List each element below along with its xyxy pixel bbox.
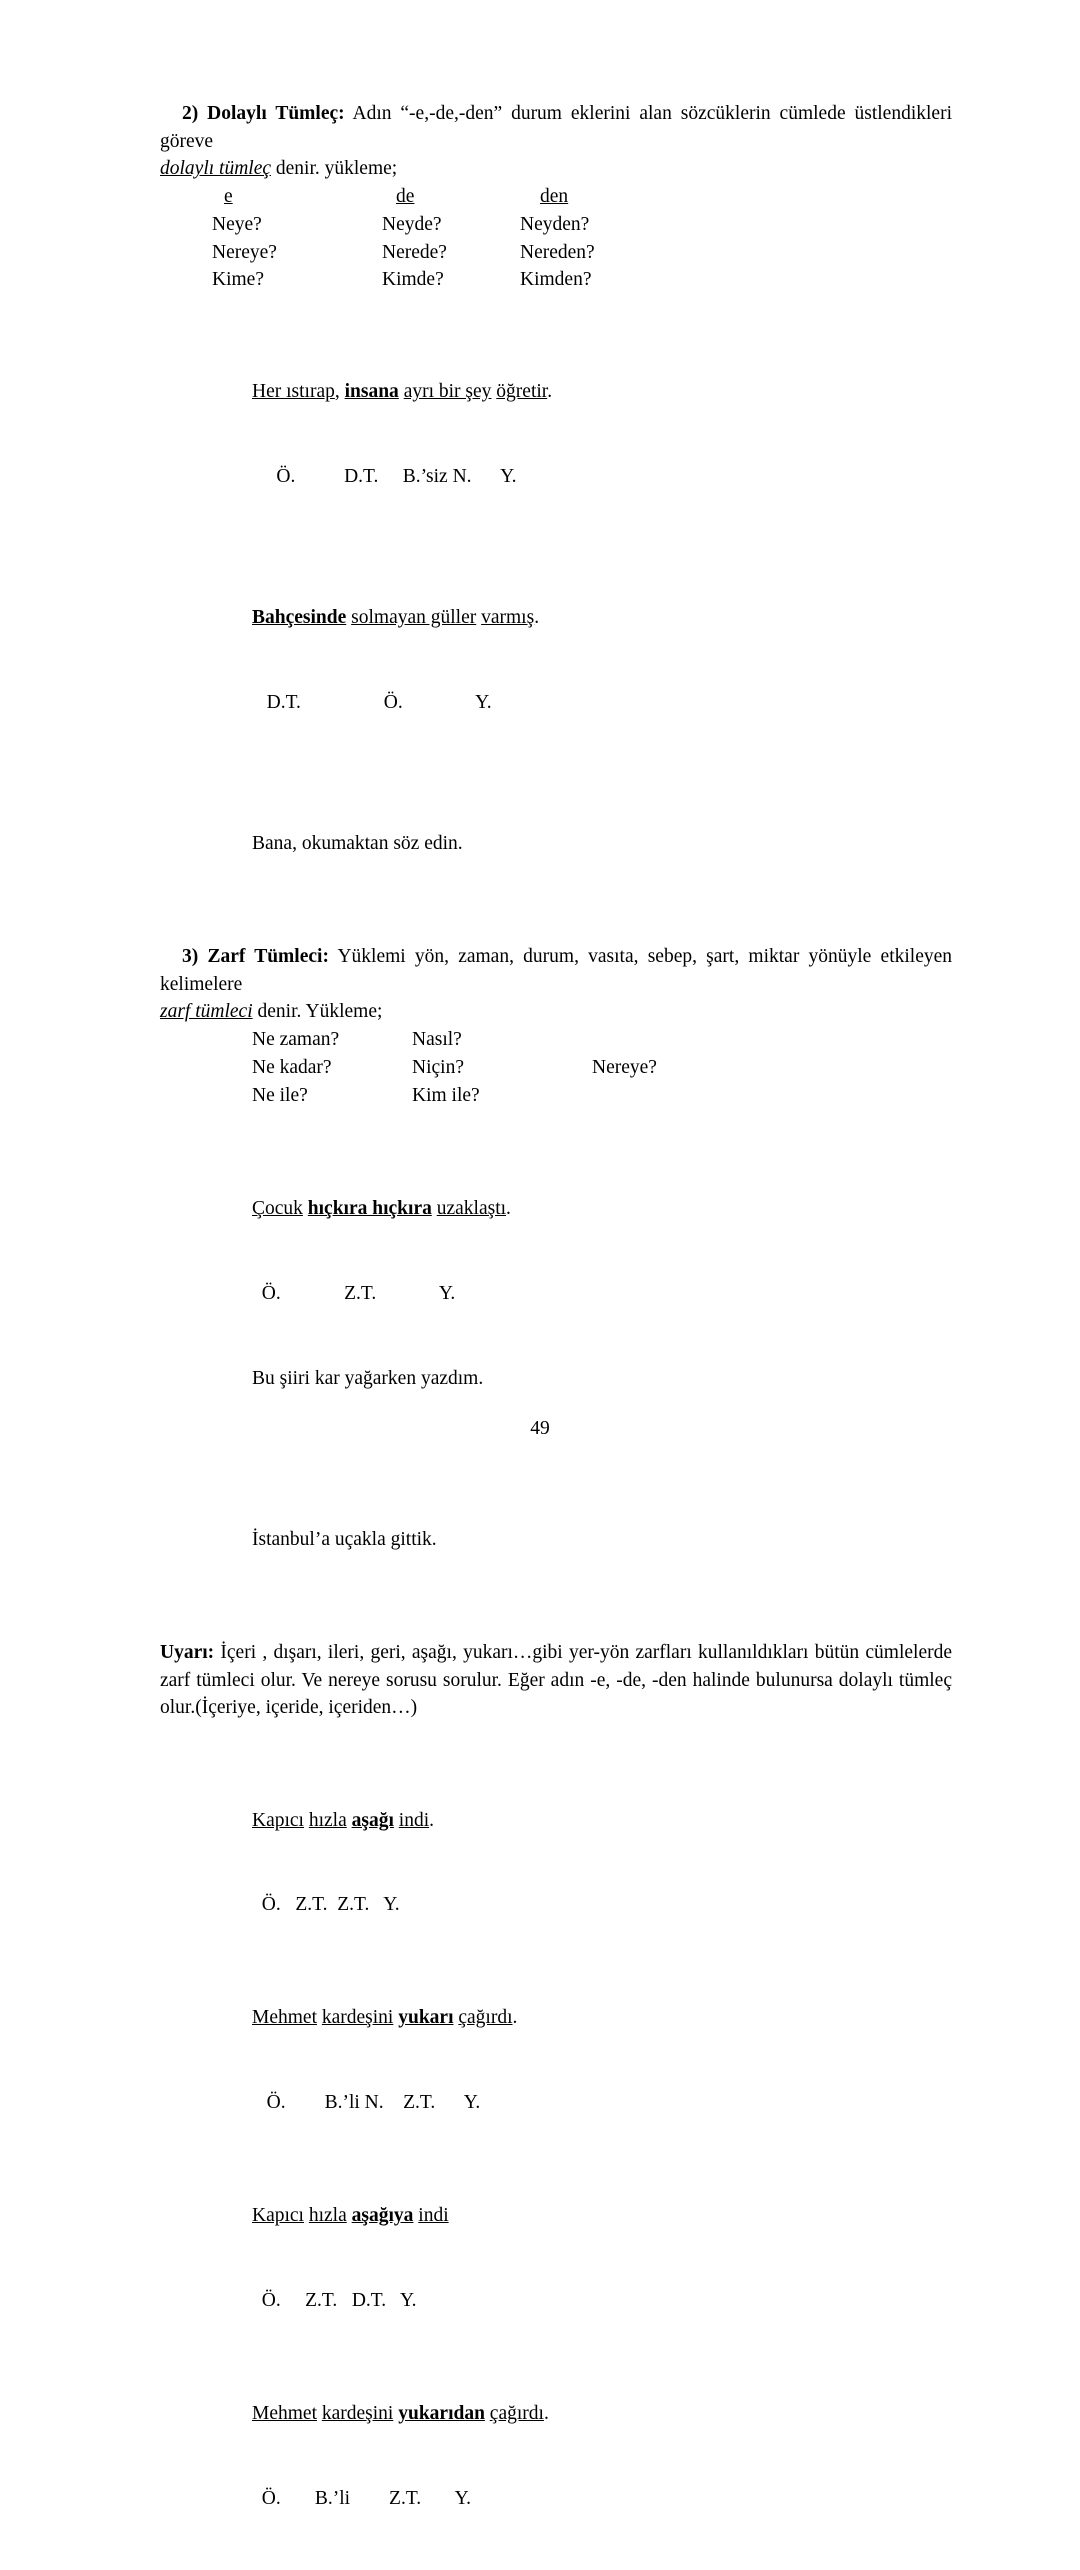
sentence-part-ozne: Mehmet: [252, 2403, 317, 2425]
section-2-text-1: Adın “-e,-de,-den” durum eklerini alan sözcüklerin cümlede üstlendikleri göreve: [160, 103, 952, 152]
example-labels: Ö. Z.T. Y.: [252, 1283, 456, 1305]
sentence-part-yuklem: varmış: [481, 606, 535, 628]
sentence-part-ozne: Kapıcı: [252, 2205, 304, 2227]
section-3-text-2: denir. Yükleme;: [252, 1001, 383, 1023]
example-labels: Ö. B.’li N. Z.T. Y.: [252, 2092, 481, 2114]
sentence-part-yuklem: indi: [398, 1809, 430, 1831]
zarf-question-list: [252, 1026, 952, 1111]
sentence-period: .: [512, 2007, 518, 2029]
cell-neye: Neye?: [212, 214, 262, 236]
question-nasil: Nasıl?: [412, 1028, 462, 1050]
example-labels: Ö. Z.T. Z.T. Y.: [252, 1894, 400, 1916]
example-labels: Ö. D.T. B.’siz N. Y.: [252, 465, 517, 487]
cell-kimden: Kimden?: [520, 268, 592, 290]
question-nereye: Nereye?: [592, 1057, 657, 1079]
sentence-part-dolayli-tumlec: insana: [344, 380, 399, 402]
header-de: de: [396, 186, 415, 208]
example-sentence: [252, 604, 952, 632]
table-row: [212, 211, 660, 238]
sentence-part-ozne: Kapıcı: [252, 1809, 304, 1831]
example-sentence-2: Bu şiiri kar yağarken yazdım.: [252, 1367, 484, 1389]
sentence-part-yuklem: öğretir: [496, 380, 548, 402]
section-2-title: Dolaylı Tümleç:: [207, 103, 345, 124]
warning-text: İçeri , dışarı, ileri, geri, aşağı, yukarı…gibi yer-yön zarfları kullanıldıkları bütün cümlelerde zarf tümleci olur. Ve nereye sorusu sorulur. Eğer adın -e, -de, -den halinde bulunursa dolaylı tümleç olur.(İçeriye, içeride, içeriden…): [160, 1641, 952, 1719]
sentence-part-ozne: Çocuk: [252, 1198, 303, 1220]
section-2-term: dolaylı tümleç: [160, 158, 272, 180]
warning-paragraph: [160, 1639, 952, 1722]
section-3-paragraph: [160, 943, 952, 1026]
spacer: [160, 293, 952, 321]
sentence-part-subject: Her ıstırap: [252, 380, 335, 402]
sentence-part-ozne: Mehmet: [252, 2007, 317, 2029]
sentence-part-ozne: solmayan güller: [351, 606, 477, 628]
cell-kimde: Kimde?: [382, 268, 444, 290]
cell-neyden: Neyden?: [520, 214, 590, 236]
spacer: [160, 1111, 952, 1139]
section-2-example-3: [252, 774, 952, 915]
sentence-part-zarf-1: hızla: [308, 1809, 347, 1831]
sentence-period: .: [547, 380, 553, 402]
spacer: [160, 1722, 952, 1750]
section-3-example-1: [252, 1139, 952, 1611]
cell-kime: Kime?: [212, 268, 264, 290]
sentence-part-dolayli-tumlec: Bahçesinde: [252, 606, 347, 628]
sentence-part-zarf-2: aşağı: [351, 1809, 394, 1831]
sentence-period: .: [429, 1809, 434, 1831]
cell-neyde: Neyde?: [382, 214, 442, 236]
example-labels: Ö. Z.T. D.T. Y.: [252, 2290, 417, 2312]
question-ne-zaman: Ne zaman?: [252, 1028, 340, 1050]
sentence-part-zarf-1: hızla: [308, 2205, 347, 2227]
section-2-example-2: [252, 547, 952, 773]
question-nicin: Niçin?: [412, 1057, 464, 1079]
final-examples: [252, 1750, 952, 2570]
table-row: [212, 239, 660, 266]
sentence-part-nesne: kardeşini: [321, 2007, 394, 2029]
sentence-part-zarf-tumleci: yukarı: [398, 2007, 454, 2029]
section-3-title: Zarf Tümleci:: [207, 945, 329, 967]
sentence-part-nesne: kardeşini: [321, 2403, 394, 2425]
section-2-text-2: denir. yükleme;: [271, 158, 398, 180]
sentence-period: .: [506, 1198, 511, 1220]
sentence-part-nesne: ayrı bir şey: [403, 380, 492, 402]
sentence-part-yuklem: indi: [418, 2205, 449, 2227]
spacer: [160, 1611, 952, 1639]
cell-nerede: Nerede?: [382, 241, 447, 263]
example-sentence: Bana, okumaktan söz edin.: [252, 833, 463, 855]
sentence-part-dolayli-tumlec: yukarıdan: [398, 2403, 485, 2425]
example-sentence: [252, 1195, 952, 1223]
cell-nereden: Nereden?: [520, 241, 595, 263]
sentence-period: .: [534, 606, 540, 628]
example-sentence: [252, 1807, 952, 1835]
section-3-text-1: Yüklemi yön, zaman, durum, vasıta, sebep, şart, miktar yönüyle etkileyen kelimelere: [160, 945, 953, 995]
question-row: [252, 1026, 952, 1054]
question-row: [252, 1054, 952, 1082]
sentence-punct: ,: [334, 380, 345, 402]
sentence-part-dolayli-tumlec: aşağıya: [351, 2205, 414, 2227]
section-3-term: zarf tümleci: [160, 1001, 253, 1023]
example-sentence: [252, 378, 952, 406]
example-sentence: [252, 2004, 952, 2032]
question-kim-ile: Kim ile?: [412, 1085, 480, 1107]
spacer: [160, 915, 952, 943]
example-sentence: [252, 2202, 952, 2230]
example-labels: Ö. B.’li Z.T. Y.: [252, 2487, 472, 2509]
example-labels: D.T. Ö. Y.: [252, 691, 492, 713]
table-row: [212, 266, 660, 293]
warning-label: Uyarı:: [160, 1641, 215, 1663]
sentence-part-yuklem: çağırdı: [489, 2403, 544, 2425]
sentence-part-yuklem: çağırdı: [458, 2007, 513, 2029]
table-header-row: [212, 183, 660, 211]
question-ne-kadar: Ne kadar?: [252, 1057, 332, 1079]
section-3-number: 3): [182, 945, 199, 967]
spacer: [252, 1450, 952, 1470]
section-2-number: 2): [182, 103, 199, 124]
example-sentence-3: İstanbul’a uçakla gittik.: [252, 1529, 437, 1551]
section-2-example-1: [252, 321, 952, 547]
example-sentence: [252, 2400, 952, 2428]
header-den: den: [540, 186, 569, 208]
sentence-part-yuklem: uzaklaştı: [436, 1198, 507, 1220]
sentence-period: .: [543, 2403, 549, 2425]
question-row: [252, 1082, 952, 1110]
sentence-part-zarf-tumleci: hıçkıra hıçkıra: [307, 1198, 432, 1220]
case-endings-table: [212, 183, 660, 293]
cell-nereye: Nereye?: [212, 241, 277, 263]
question-ne-ile: Ne ile?: [252, 1085, 308, 1107]
header-e: e: [224, 186, 233, 208]
page-number: 49: [530, 1418, 550, 1439]
section-2-paragraph: [160, 100, 952, 183]
